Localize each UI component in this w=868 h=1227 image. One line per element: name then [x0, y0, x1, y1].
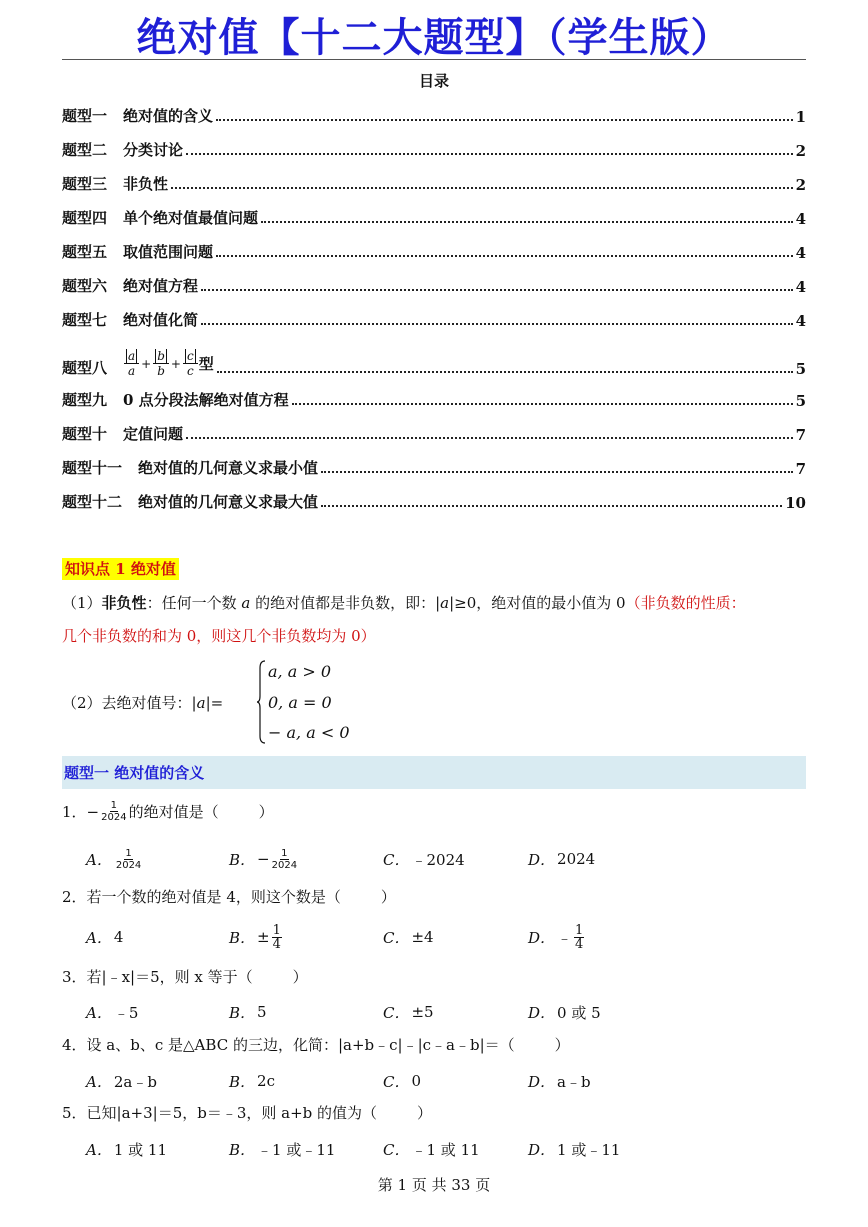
option-text: 2024 — [557, 850, 596, 868]
option-label: C． — [383, 1140, 410, 1159]
answer-options — [86, 999, 806, 1025]
abs-fraction — [183, 349, 198, 378]
toc-item-title: 绝对值的几何意义求最大值 — [138, 493, 319, 511]
question-stem: 5．已知|a+3|＝5，b＝﹣3，则 a+b 的值为（ ） — [62, 1104, 433, 1122]
toc-item[interactable] — [62, 206, 806, 228]
toc-item-page: 4 — [795, 210, 806, 228]
question-stem: 4．设 a、b、c 是△ABC 的三边，化简：|a+b﹣c|﹣|c﹣a﹣b|＝（ ） — [62, 1036, 570, 1054]
toc-leader-dots — [321, 471, 793, 473]
option-text: 2a﹣b — [113, 1072, 157, 1091]
fraction-denominator: 2024 — [271, 859, 298, 871]
fraction — [574, 924, 584, 951]
fraction-numerator: 1 — [575, 922, 584, 938]
option-text: ±5 — [411, 1003, 434, 1021]
option-text: ﹣2024 — [411, 850, 465, 869]
answer-option[interactable] — [528, 999, 601, 1025]
answer-option[interactable] — [229, 1068, 275, 1094]
p1-red-note: （非负数的性质： — [625, 594, 746, 612]
answer-option[interactable] — [383, 1136, 480, 1162]
toc-item-number: 题型五 — [62, 243, 108, 261]
abs-value: a — [128, 349, 136, 363]
answer-option[interactable] — [86, 1136, 167, 1162]
toc-item-title: 定值问题 — [123, 425, 184, 443]
p2-text: |= — [205, 694, 224, 712]
knowledge-paragraph-1-cont: 几个非负数的和为 0，则这几个非负数均为 0） — [62, 627, 376, 645]
option-text: 4 — [113, 928, 124, 946]
toc-item-page: 2 — [795, 142, 806, 160]
answer-options — [86, 924, 806, 950]
answer-option[interactable] — [383, 999, 434, 1025]
answer-option[interactable] — [383, 1068, 421, 1094]
toc-leader-dots — [292, 403, 793, 405]
fraction-denominator: 4 — [272, 936, 281, 952]
option-text: 5 — [257, 1003, 267, 1021]
option-text: 1 或 11 — [113, 1140, 168, 1159]
abs-value: c — [186, 349, 194, 363]
fraction-numerator: 1 — [272, 922, 281, 938]
piecewise-definition — [256, 660, 350, 744]
option-text: 0 或 5 — [557, 1003, 601, 1022]
toc-item-page: 5 — [795, 392, 806, 410]
answer-option[interactable] — [229, 1136, 335, 1162]
toc-leader-dots — [186, 153, 793, 155]
option-label: C． — [383, 1072, 410, 1091]
toc-item-page: 4 — [795, 312, 806, 330]
fraction-denominator: 2024 — [101, 812, 127, 823]
plus-sign: + — [141, 356, 152, 371]
toc-item-number: 题型一 — [62, 107, 108, 125]
option-label: B． — [229, 928, 256, 947]
p2-var: a — [196, 694, 206, 712]
abs-fraction — [124, 349, 139, 378]
toc-item-page: 5 — [795, 360, 806, 378]
fraction-numerator — [153, 349, 169, 364]
toc-item-title: 单个绝对值最值问题 — [123, 209, 259, 227]
fraction-numerator: 1 — [110, 800, 118, 811]
title-divider — [62, 59, 806, 60]
toc-item-title: $\frac{a}{a}$ + $\frac{b}{b}$ + $\frac{c}{c}$ 型 — [123, 349, 214, 378]
toc-leader-dots — [261, 221, 793, 223]
toc-item-number: 题型七 — [62, 311, 108, 329]
p1-var: a — [440, 594, 450, 612]
fraction-numerator: 1 — [281, 847, 288, 859]
toc-item[interactable] — [62, 422, 806, 444]
toc-leader-dots — [201, 323, 793, 325]
toc-item-page: 1 — [795, 108, 806, 126]
p1-var: a — [241, 594, 251, 612]
toc-item-number: 题型十二 — [62, 493, 123, 511]
fraction-numerator: 1 — [125, 847, 132, 859]
answer-option[interactable] — [229, 846, 299, 872]
toc-item-title: 绝对值的含义 — [123, 107, 214, 125]
abs-value: b — [157, 349, 165, 363]
fraction — [272, 924, 282, 951]
toc-item-number: 题型四 — [62, 209, 108, 227]
toc-leader-dots — [201, 289, 793, 291]
option-label: B． — [229, 1072, 256, 1091]
option-label: B． — [229, 850, 256, 869]
left-brace-icon — [256, 660, 266, 744]
fraction-numerator — [183, 349, 198, 364]
toc-item-page: 7 — [795, 460, 806, 478]
knowledge-point-label: 知识点 1 绝对值 — [62, 558, 179, 580]
question-stem: 3．若|﹣x|＝5，则 x 等于（ ） — [62, 968, 308, 986]
option-label: A． — [86, 1072, 112, 1091]
toc-item-page: 4 — [795, 244, 806, 262]
cases-list — [266, 660, 350, 744]
p1-text: ：任何一个数 — [146, 594, 242, 612]
toc-heading: 目录 — [418, 72, 449, 90]
answer-option[interactable] — [528, 924, 586, 950]
toc-item-number: 题型六 — [62, 277, 108, 295]
option-label: A． — [86, 850, 112, 869]
case-line: − a, a < 0 — [268, 723, 350, 742]
option-text: 0 — [411, 1072, 422, 1090]
toc-item[interactable] — [62, 240, 806, 262]
fraction-denominator: b — [157, 364, 165, 378]
fraction — [101, 800, 126, 823]
option-text: ﹣ — [557, 928, 573, 947]
fraction-denominator: c — [186, 364, 194, 378]
toc-item-page: 10 — [785, 494, 806, 512]
knowledge-paragraph-2 — [62, 692, 223, 714]
p1-bold: 非负性 — [101, 594, 147, 612]
toc-item[interactable] — [62, 490, 806, 512]
option-text: − — [257, 850, 270, 868]
fraction-numerator — [124, 349, 139, 364]
toc-item-title: 绝对值化简 — [123, 311, 199, 329]
section-header — [62, 756, 806, 789]
answer-option[interactable] — [528, 1068, 591, 1094]
toc-item-title: 分类讨论 — [123, 141, 184, 159]
option-label: A． — [86, 928, 112, 947]
toc-leader-dots — [216, 119, 793, 121]
fraction — [272, 848, 297, 871]
toc-item-title: 非负性 — [123, 175, 169, 193]
toc-leader-dots — [186, 437, 793, 439]
p1-text: |≥0，绝对值的最小值为 0 — [449, 594, 626, 612]
option-text: ﹣1 或 11 — [411, 1140, 480, 1159]
toc-item[interactable] — [62, 308, 806, 330]
option-text: 2c — [257, 1072, 275, 1090]
option-label: D． — [528, 1072, 556, 1091]
answer-option[interactable] — [229, 999, 267, 1025]
toc-item-number: 题型三 — [62, 175, 108, 193]
knowledge-paragraph-1 — [62, 592, 746, 614]
question-stem: 1．− $\frac{1}{2024}$ 的绝对值是（ ） — [62, 800, 274, 823]
fraction — [116, 848, 141, 871]
toc-item[interactable] — [62, 104, 806, 126]
fraction-denominator: a — [128, 364, 136, 378]
toc-item-number: 题型二 — [62, 141, 108, 159]
plus-sign: + — [170, 356, 181, 371]
answer-options — [86, 846, 806, 872]
toc-item-number: 题型十 — [62, 425, 108, 443]
option-text: 1 或﹣11 — [557, 1140, 621, 1159]
option-label: B． — [229, 1003, 256, 1022]
toc-item[interactable] — [62, 456, 806, 478]
answer-options — [86, 1068, 806, 1094]
answer-option[interactable] — [86, 1068, 157, 1094]
option-text: ±4 — [411, 928, 434, 946]
p1-prefix: （1） — [62, 594, 102, 612]
option-label: D． — [528, 1003, 556, 1022]
answer-option[interactable] — [383, 846, 465, 872]
option-text: a﹣b — [557, 1072, 591, 1091]
option-label: A． — [86, 1003, 112, 1022]
fraction-denominator: 2024 — [115, 859, 142, 871]
answer-option[interactable] — [528, 846, 595, 872]
toc-item-number: 题型十一 — [62, 459, 123, 477]
page-title: 绝对值【十二大题型】（学生版） — [136, 15, 732, 61]
toc-item[interactable] — [62, 138, 806, 160]
p2-text: （2）去绝对值号：| — [62, 694, 197, 712]
toc-item-number: 题型八 — [62, 359, 108, 377]
option-label: C． — [383, 928, 410, 947]
toc-item-title: 绝对值的几何意义求最小值 — [138, 459, 319, 477]
option-label: D． — [528, 1140, 556, 1159]
question-stem: 2．若一个数的绝对值是 4，则这个数是（ ） — [62, 888, 396, 906]
option-label: D． — [528, 928, 556, 947]
toc-item-title: 绝对值方程 — [123, 277, 199, 295]
answer-option[interactable] — [86, 924, 123, 950]
toc-item[interactable] — [62, 388, 806, 410]
toc-item-title: 取值范围问题 — [123, 243, 214, 261]
toc-leader-dots — [321, 505, 782, 507]
option-label: C． — [383, 1003, 410, 1022]
toc-item[interactable] — [62, 342, 806, 378]
answer-options — [86, 1136, 806, 1162]
toc-item-page: 2 — [795, 176, 806, 194]
answer-option[interactable] — [86, 999, 138, 1025]
answer-option[interactable] — [528, 1136, 620, 1162]
option-text: ﹣5 — [113, 1003, 139, 1022]
toc-item[interactable] — [62, 172, 806, 194]
option-label: D． — [528, 850, 556, 869]
toc-item-page: 4 — [795, 278, 806, 296]
page-footer: 第 1 页 共 33 页 — [377, 1176, 491, 1194]
section-title: 题型一 绝对值的含义 — [64, 764, 205, 782]
abs-fraction — [153, 349, 169, 378]
option-label: C． — [383, 850, 410, 869]
toc-item-page: 7 — [795, 426, 806, 444]
toc-leader-dots — [216, 255, 793, 257]
option-text: ± — [257, 928, 270, 946]
toc-item-number: 题型九 — [62, 391, 108, 409]
answer-option[interactable] — [229, 924, 284, 950]
fraction-denominator: 4 — [575, 936, 584, 952]
p1-text: 的绝对值都是非负数，即：| — [250, 594, 441, 612]
case-line: a, a > 0 — [268, 662, 332, 681]
toc-item[interactable] — [62, 274, 806, 296]
toc-leader-dots — [171, 187, 793, 189]
toc-leader-dots — [217, 371, 793, 373]
option-text: ﹣1 或﹣11 — [257, 1140, 336, 1159]
toc-item-title: 0 点分段法解绝对值方程 — [123, 391, 289, 409]
option-label: B． — [229, 1140, 256, 1159]
case-line: 0, a = 0 — [268, 692, 332, 712]
option-label: A． — [86, 1140, 112, 1159]
answer-option[interactable] — [86, 846, 143, 872]
answer-option[interactable] — [383, 924, 434, 950]
